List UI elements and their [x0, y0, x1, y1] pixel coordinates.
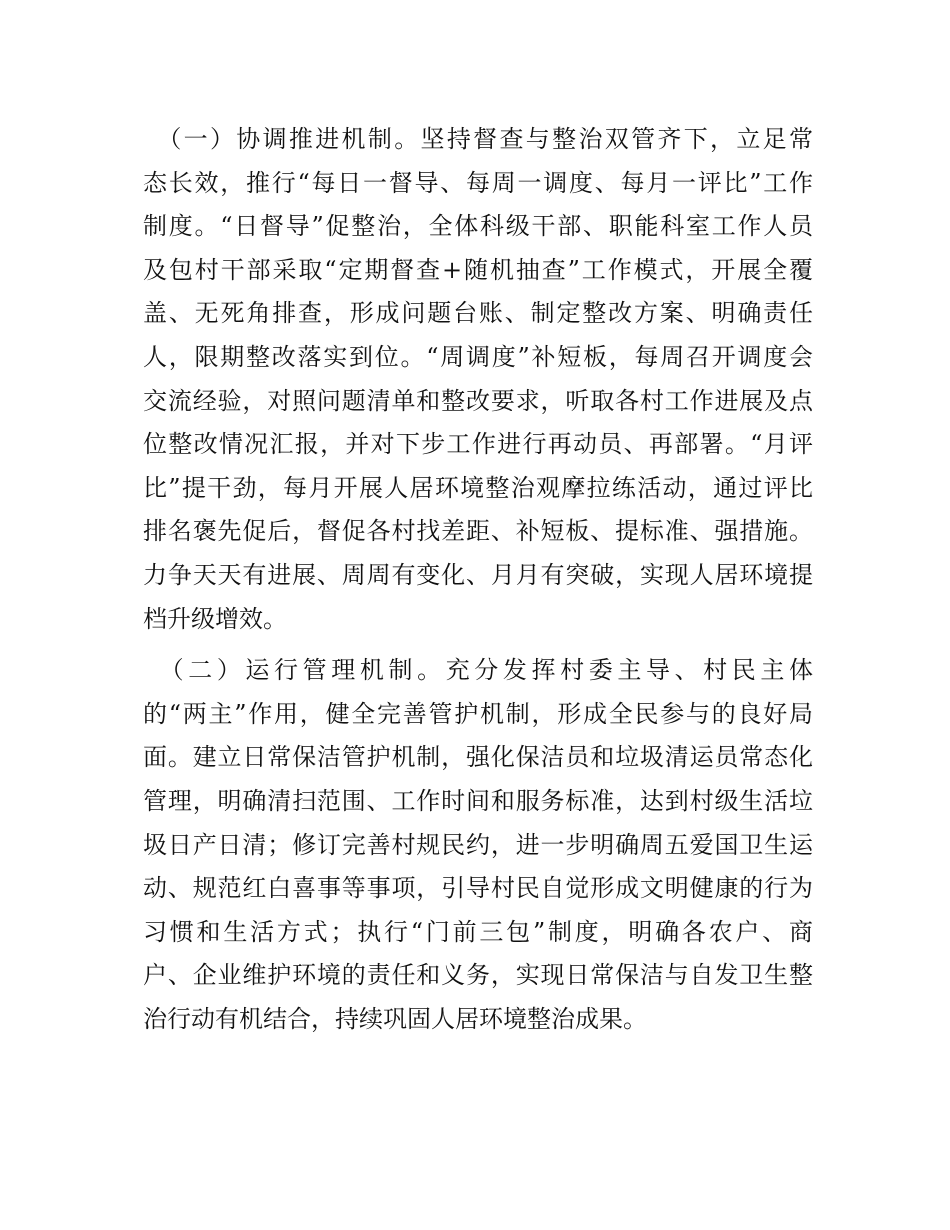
- paragraph-line: （二）运行管理机制。充分发挥村委主导、村民主体: [143, 656, 813, 685]
- paragraph-line: 及包村干部采取“定期督查+随机抽查”工作模式，开展全覆: [143, 255, 813, 284]
- paragraph-line: 管理，明确清扫范围、工作时间和服务标准，达到村级生活垃: [143, 786, 813, 815]
- paragraph-line: 位整改情况汇报，并对下步工作进行再动员、再部署。“月评: [143, 430, 813, 459]
- paragraph-line: （一）协调推进机制。坚持督查与整治双管齐下，立足常: [143, 125, 813, 153]
- document-body: [143, 118, 813, 1041]
- paragraph-line: 态长效，推行“每日一督导、每周一调度、每月一评比”工作: [143, 168, 813, 197]
- paragraph-line: 排名褒先促后，督促各村找差距、补短板、提标准、强措施。: [143, 517, 813, 546]
- paragraph-line: 力争天天有进展、周周有变化、月月有突破，实现人居环境提: [143, 560, 813, 589]
- paragraph-line: 比”提干劲，每月开展人居环境整治观摩拉练活动，通过评比: [143, 473, 813, 502]
- paragraph-line: 治行动有机结合，持续巩固人居环境整治成果。: [143, 1004, 647, 1033]
- paragraph-line: 户、企业维护环境的责任和义务，实现日常保洁与自发卫生整: [143, 961, 813, 990]
- paragraph-line: 档升级增效。: [143, 604, 287, 633]
- paragraph-line: 习惯和生活方式；执行“门前三包”制度，明确各农户、商: [143, 917, 813, 946]
- paragraph-line: 盖、无死角排查，形成问题台账、制定整改方案、明确责任: [143, 299, 813, 328]
- paragraph-operation-management: [143, 649, 813, 1041]
- paragraph-line: 交流经验，对照问题清单和整改要求，听取各村工作进展及点: [143, 386, 813, 415]
- paragraph-line: 动、规范红白喜事等事项，引导村民自觉形成文明健康的行为: [143, 874, 813, 903]
- paragraph-line: 圾日产日清；修订完善村规民约，进一步明确周五爱国卫生运: [143, 830, 813, 859]
- paragraph-coordination-mechanism: [143, 118, 813, 641]
- paragraph-line: 人，限期整改落实到位。“周调度”补短板，每周召开调度会: [143, 342, 813, 371]
- paragraph-line: 面。建立日常保洁管护机制，强化保洁员和垃圾清运员常态化: [143, 743, 813, 772]
- paragraph-line: 制度。“日督导”促整治，全体科级干部、职能科室工作人员: [143, 212, 813, 241]
- paragraph-line: 的“两主”作用，健全完善管护机制，形成全民参与的良好局: [143, 699, 813, 728]
